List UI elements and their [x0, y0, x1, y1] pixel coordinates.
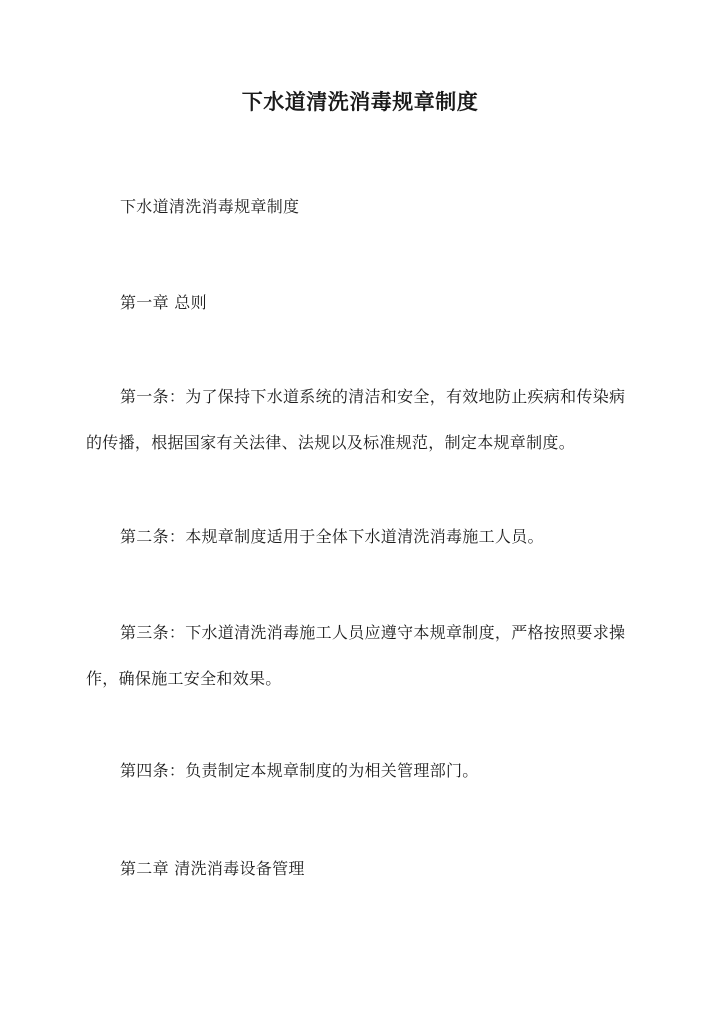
chapter-2-heading: 第二章 清洗消毒设备管理 — [120, 859, 305, 878]
document-title: 下水道清洗消毒规章制度 — [241, 89, 479, 114]
article-4-paragraph: 第四条：负责制定本规章制度的为相关管理部门。 — [120, 761, 479, 780]
article-3-paragraph: 第三条：下水道清洗消毒施工人员应遵守本规章制度，严格按照要求操作，确保施工安全和效果。 — [86, 623, 626, 688]
intro-paragraph: 下水道清洗消毒规章制度 — [120, 197, 300, 216]
chapter-1-heading: 第一章 总则 — [120, 293, 207, 312]
article-2-paragraph: 第二条：本规章制度适用于全体下水道清洗消毒施工人员。 — [120, 527, 544, 546]
article-1-paragraph: 第一条：为了保持下水道系统的清洁和安全，有效地防止疾病和传染病的传播，根据国家有关法律、法规以及标准规范，制定本规章制度。 — [86, 387, 626, 452]
